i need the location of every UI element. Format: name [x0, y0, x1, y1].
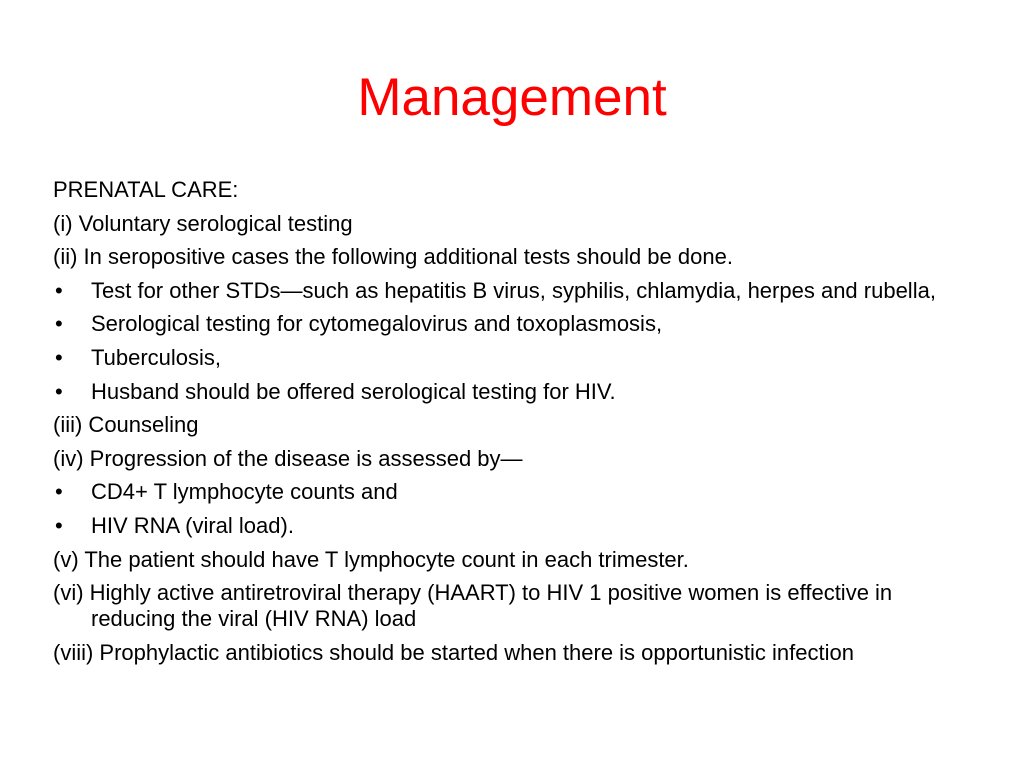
content-paragraph: PRENATAL CARE: — [53, 177, 239, 202]
content-paragraph: (ii) In seropositive cases the following additional tests should be done. — [53, 244, 733, 270]
bullet-text: Test for other STDs—such as hepatitis B virus, syphilis, chlamydia, herpes and rubella, — [91, 277, 936, 303]
content-paragraph: (iii) Counseling — [53, 412, 199, 438]
bullet-text: Tuberculosis, — [91, 344, 222, 370]
bullet-text: HIV RNA (viral load). — [91, 512, 294, 538]
bullet-marker: • — [55, 479, 63, 505]
bullet-item — [53, 479, 953, 505]
bullet-text: Husband should be offered serological testing for HIV. — [91, 378, 616, 404]
bullet-item — [53, 345, 953, 371]
bullet-marker: • — [55, 311, 63, 337]
bullet-item — [53, 513, 953, 539]
bullet-text: Serological testing for cytomegalovirus and toxoplasmosis, — [91, 311, 663, 337]
content-paragraph: (iv) Progression of the disease is assessed by— — [53, 445, 523, 471]
bullet-item — [53, 379, 953, 405]
slide-content-list — [53, 177, 953, 673]
bullet-marker: • — [55, 277, 63, 303]
content-paragraph: (viii) Prophylactic antibiotics should be started when there is opportunistic infection — [53, 639, 854, 665]
bullet-item — [53, 311, 953, 337]
content-paragraph: (i) Voluntary serological testing — [53, 210, 353, 236]
slide-title: Management — [357, 68, 667, 127]
content-paragraph: (vi) Highly active antiretroviral therapy (HAART) to HIV 1 positive women is effective in reducing the viral (HIV RNA) load — [53, 580, 893, 632]
content-paragraph: (v) The patient should have T lymphocyte count in each trimester. — [53, 546, 689, 572]
bullet-marker: • — [55, 378, 63, 404]
bullet-marker: • — [55, 344, 63, 370]
bullet-item — [53, 278, 953, 304]
bullet-marker: • — [55, 512, 63, 538]
bullet-text: CD4+ T lymphocyte counts and — [91, 479, 398, 505]
